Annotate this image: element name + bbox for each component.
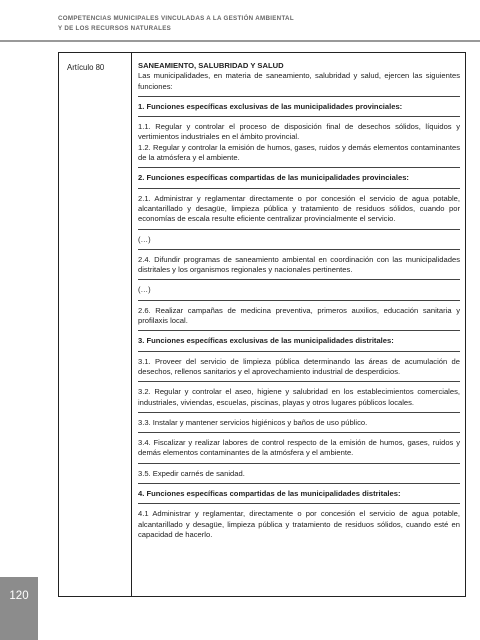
- separator: [138, 116, 460, 117]
- separator: [138, 432, 460, 433]
- paragraph-2-4: 2.4. Difundir programas de saneamiento ambiental en coordinación con las municipalidades distritales y los organismos regionales y nacionales pertinentes.: [138, 254, 460, 275]
- article-content: [138, 61, 460, 540]
- paragraph-1-1: 1.1. Regular y controlar el proceso de disposición final de desechos sólidos, líquidos y vertimientos industriales en el ámbito provincial.: [138, 122, 460, 142]
- separator: [138, 300, 460, 301]
- running-header: [58, 14, 458, 34]
- separator: [138, 229, 460, 230]
- column-divider: [131, 53, 132, 596]
- intro-paragraph: Las municipalidades, en materia de saneamiento, salubridad y salud, ejercen las siguientes funciones:: [138, 71, 460, 91]
- separator: [138, 412, 460, 413]
- separator: [138, 503, 460, 504]
- paragraph-3-3: 3.3. Instalar y mantener servicios higiénicos y baños de uso público.: [138, 417, 368, 427]
- ellipsis-2: (…): [138, 285, 151, 295]
- separator: [138, 351, 460, 352]
- paragraph-3-5: 3.5. Expedir carnés de sanidad.: [138, 468, 245, 478]
- article-label: Artículo 80: [67, 63, 105, 72]
- header-line-1: COMPETENCIAS MUNICIPALES VINCULADAS A LA GESTIÓN AMBIENTAL: [58, 15, 294, 22]
- paragraph-3-2: 3.2. Regular y controlar el aseo, higiene y salubridad en los establecimientos comerciales, industriales, viviendas, escuelas, piscinas, playas y otros lugares públicos locales.: [138, 387, 460, 407]
- paragraph-1-2: 1.2. Regular y controlar la emisión de humos, gases, ruidos y demás elementos contaminantes de la atmósfera y el ambiente.: [138, 142, 460, 163]
- header-rule: [0, 40, 480, 42]
- heading-4: 4. Funciones específicas compartidas de las municipalidades distritales:: [138, 489, 401, 499]
- heading-1: 1. Funciones específicas exclusivas de las municipalidades provinciales:: [138, 101, 403, 111]
- heading-2: 2. Funciones específicas compartidas de las municipalidades provinciales:: [138, 173, 409, 183]
- paragraph-3-1: 3.1. Proveer del servicio de limpieza pública determinando las áreas de acumulación de desechos, rellenos sanitarios y el aprovechamiento industrial de desperdicios.: [138, 356, 460, 376]
- page-number: 120: [9, 590, 29, 602]
- page-number-box: [0, 577, 38, 640]
- header-line-2: Y DE LOS RECURSOS NATURALES: [58, 25, 172, 32]
- separator: [138, 483, 460, 484]
- separator: [138, 463, 460, 464]
- separator: [138, 96, 460, 97]
- section-title: SANEAMIENTO, SALUBRIDAD Y SALUD: [138, 61, 284, 70]
- separator: [138, 279, 460, 280]
- heading-3: 3. Funciones específicas exclusivas de las municipalidades distritales:: [138, 336, 394, 346]
- separator: [138, 188, 460, 189]
- paragraph-2-6: 2.6. Realizar campañas de medicina preventiva, primeros auxilios, educación sanitaria y profilaxis local.: [138, 305, 460, 326]
- paragraph-4-1: 4.1 Administrar y reglamentar, directamente o por concesión el servicio de agua potable, alcantarillado y desagüe, limpieza pública y tratamiento de residuos sólidos, cuando esté en capacidad de hacerlo.: [138, 509, 460, 539]
- separator: [138, 381, 460, 382]
- separator: [138, 330, 460, 331]
- paragraph-2-1: 2.1. Administrar y reglamentar directamente o por concesión el servicio de agua potable, alcantarillado y desagüe, limpieza pública y tratamiento de residuos sólidos, cuando por economías de escala resulte eficiente centralizar provincialmente el servicio.: [138, 193, 460, 224]
- separator: [138, 249, 460, 250]
- separator: [138, 167, 460, 168]
- ellipsis-1: (…): [138, 234, 151, 244]
- paragraph-3-4: 3.4. Fiscalizar y realizar labores de control respecto de la emisión de humos, gases, ruidos y demás elementos contaminantes de la atmósfera y el ambiente.: [138, 438, 460, 458]
- article-table: [58, 52, 466, 597]
